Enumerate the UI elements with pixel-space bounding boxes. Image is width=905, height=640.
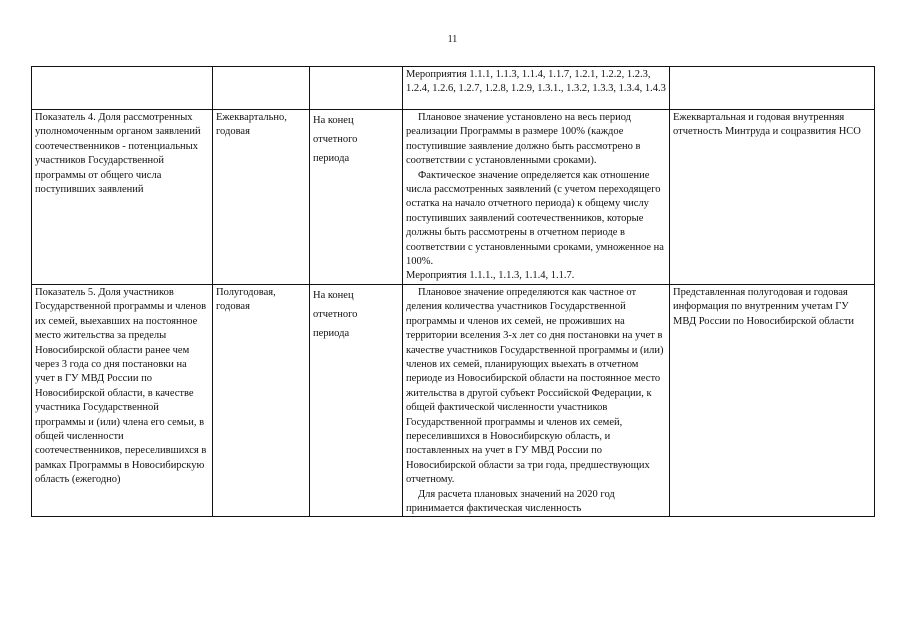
indicator-5-source: Представленная полугодовая и годовая информация по внутренним учетам ГУ МВД России по Новосибирской области bbox=[673, 286, 855, 327]
indicator-5-method-paragraph-1: Плановое значение определяются как частное от деления количества участников Государственной программы и членов их семей, не проживших на территории вселения 3-х лет со дня постановки на учет в качестве участников Государственной программы и (или) членов их семей, планирующих выехать в отчетном периоде из Новосибирской области на постоянное место жительства в другой субъект Российской Федерации, к общей фактической численности участников Государственной программы и членов их семей, переселившихся в Новосибирскую область, и поставленных на учет в ГУ МВД России по Новосибирской области за три года, предшествующих отчетному. bbox=[406, 286, 664, 486]
cell-source-empty bbox=[670, 67, 875, 110]
indicator-4-source-cell bbox=[670, 110, 875, 285]
indicator-4-method-paragraph-2: Фактическое значение определяется как отношение числа рассмотренных заявлений (с учетом переходящего остатка на начало отчетного периода) к общему числу поступивших заявлений соотечественников, которые должны быть рассмотрены в отчетном периоде в соответствии с установленными сроками, умноженное на 100%. bbox=[406, 169, 664, 268]
indicator-5-name: Показатель 5. Доля участников Государственной программы и членов их семей, выехавших на постоянное место жительства за пределы Новосибирской области ранее чем через 3 года со дня постановки на учет в ГУ МВД России по Новосибирской области, в качестве участника Государственной программы и (или) члена его семьи, в общей численности соотечественников, переселившихся в рамках Программы в Новосибирскую область (ежегодно) bbox=[35, 286, 207, 486]
indicator-5-source-cell bbox=[670, 284, 875, 517]
indicator-5-period-line-3: периода bbox=[313, 327, 350, 339]
cell-method-measures bbox=[403, 67, 670, 110]
indicator-5-name-cell bbox=[32, 284, 213, 517]
indicator-4-period-line-2: отчетного bbox=[313, 134, 358, 145]
indicator-4-period-cell bbox=[310, 110, 403, 285]
indicator-4-name-cell bbox=[32, 110, 213, 285]
cell-name-empty bbox=[32, 67, 213, 110]
indicator-4-frequency-cell bbox=[213, 110, 310, 285]
indicator-5-method-paragraph-2: Для расчета плановых значений на 2020 год принимается фактическая численность bbox=[406, 488, 615, 514]
table-row-continued bbox=[32, 67, 875, 110]
page-number: 11 bbox=[447, 34, 458, 45]
indicator-5-period-line-2: отчетного bbox=[313, 308, 358, 320]
indicators-table bbox=[31, 66, 875, 517]
indicator-4-method-cell bbox=[403, 110, 670, 285]
cell-frequency-empty bbox=[213, 67, 310, 110]
indicator-5-frequency: Полугодовая, годовая bbox=[216, 286, 276, 313]
indicator-4-method-paragraph-1: Плановое значение установлено на весь период реализации Программы в размере 100% (каждое поступившие заявление должно быть рассмотрено в соответствии с установленными сроками). bbox=[406, 112, 641, 167]
cell-period-empty bbox=[310, 67, 403, 110]
indicator-5-period-cell bbox=[310, 284, 403, 517]
indicator-4-frequency: Ежеквартально, годовая bbox=[216, 112, 287, 138]
indicator-4-period-line-3: периода bbox=[313, 153, 350, 164]
indicator-5-method-cell bbox=[403, 284, 670, 517]
indicator-4-name: Показатель 4. Доля рассмотренных уполномоченным органом заявлений соотечественников - потенциальных участников Государственной программы от общего числа поступивших заявлений bbox=[35, 112, 201, 196]
indicator-4-measures: Мероприятия 1.1.1., 1.1.3, 1.1.4, 1.1.7. bbox=[406, 270, 575, 282]
indicator-4-source: Ежеквартальная и годовая внутренняя отчетность Минтруда и соцразвития НСО bbox=[673, 112, 861, 138]
measures-text: Мероприятия 1.1.1, 1.1.3, 1.1.4, 1.1.7, 1.2.1, 1.2.2, 1.2.3, 1.2.4, 1.2.6, 1.2.7, 1.2.8, 1.2.9, 1.3.1., 1.3.2, 1.3.3, 1.3.4, 1.4.3 bbox=[406, 69, 666, 95]
indicator-4-period-line-1: На конец bbox=[313, 115, 354, 126]
table-row-indicator-5 bbox=[32, 284, 875, 517]
table-row-indicator-4 bbox=[32, 110, 875, 285]
indicator-5-frequency-cell bbox=[213, 284, 310, 517]
indicator-5-period-line-1: На конец bbox=[313, 289, 354, 301]
